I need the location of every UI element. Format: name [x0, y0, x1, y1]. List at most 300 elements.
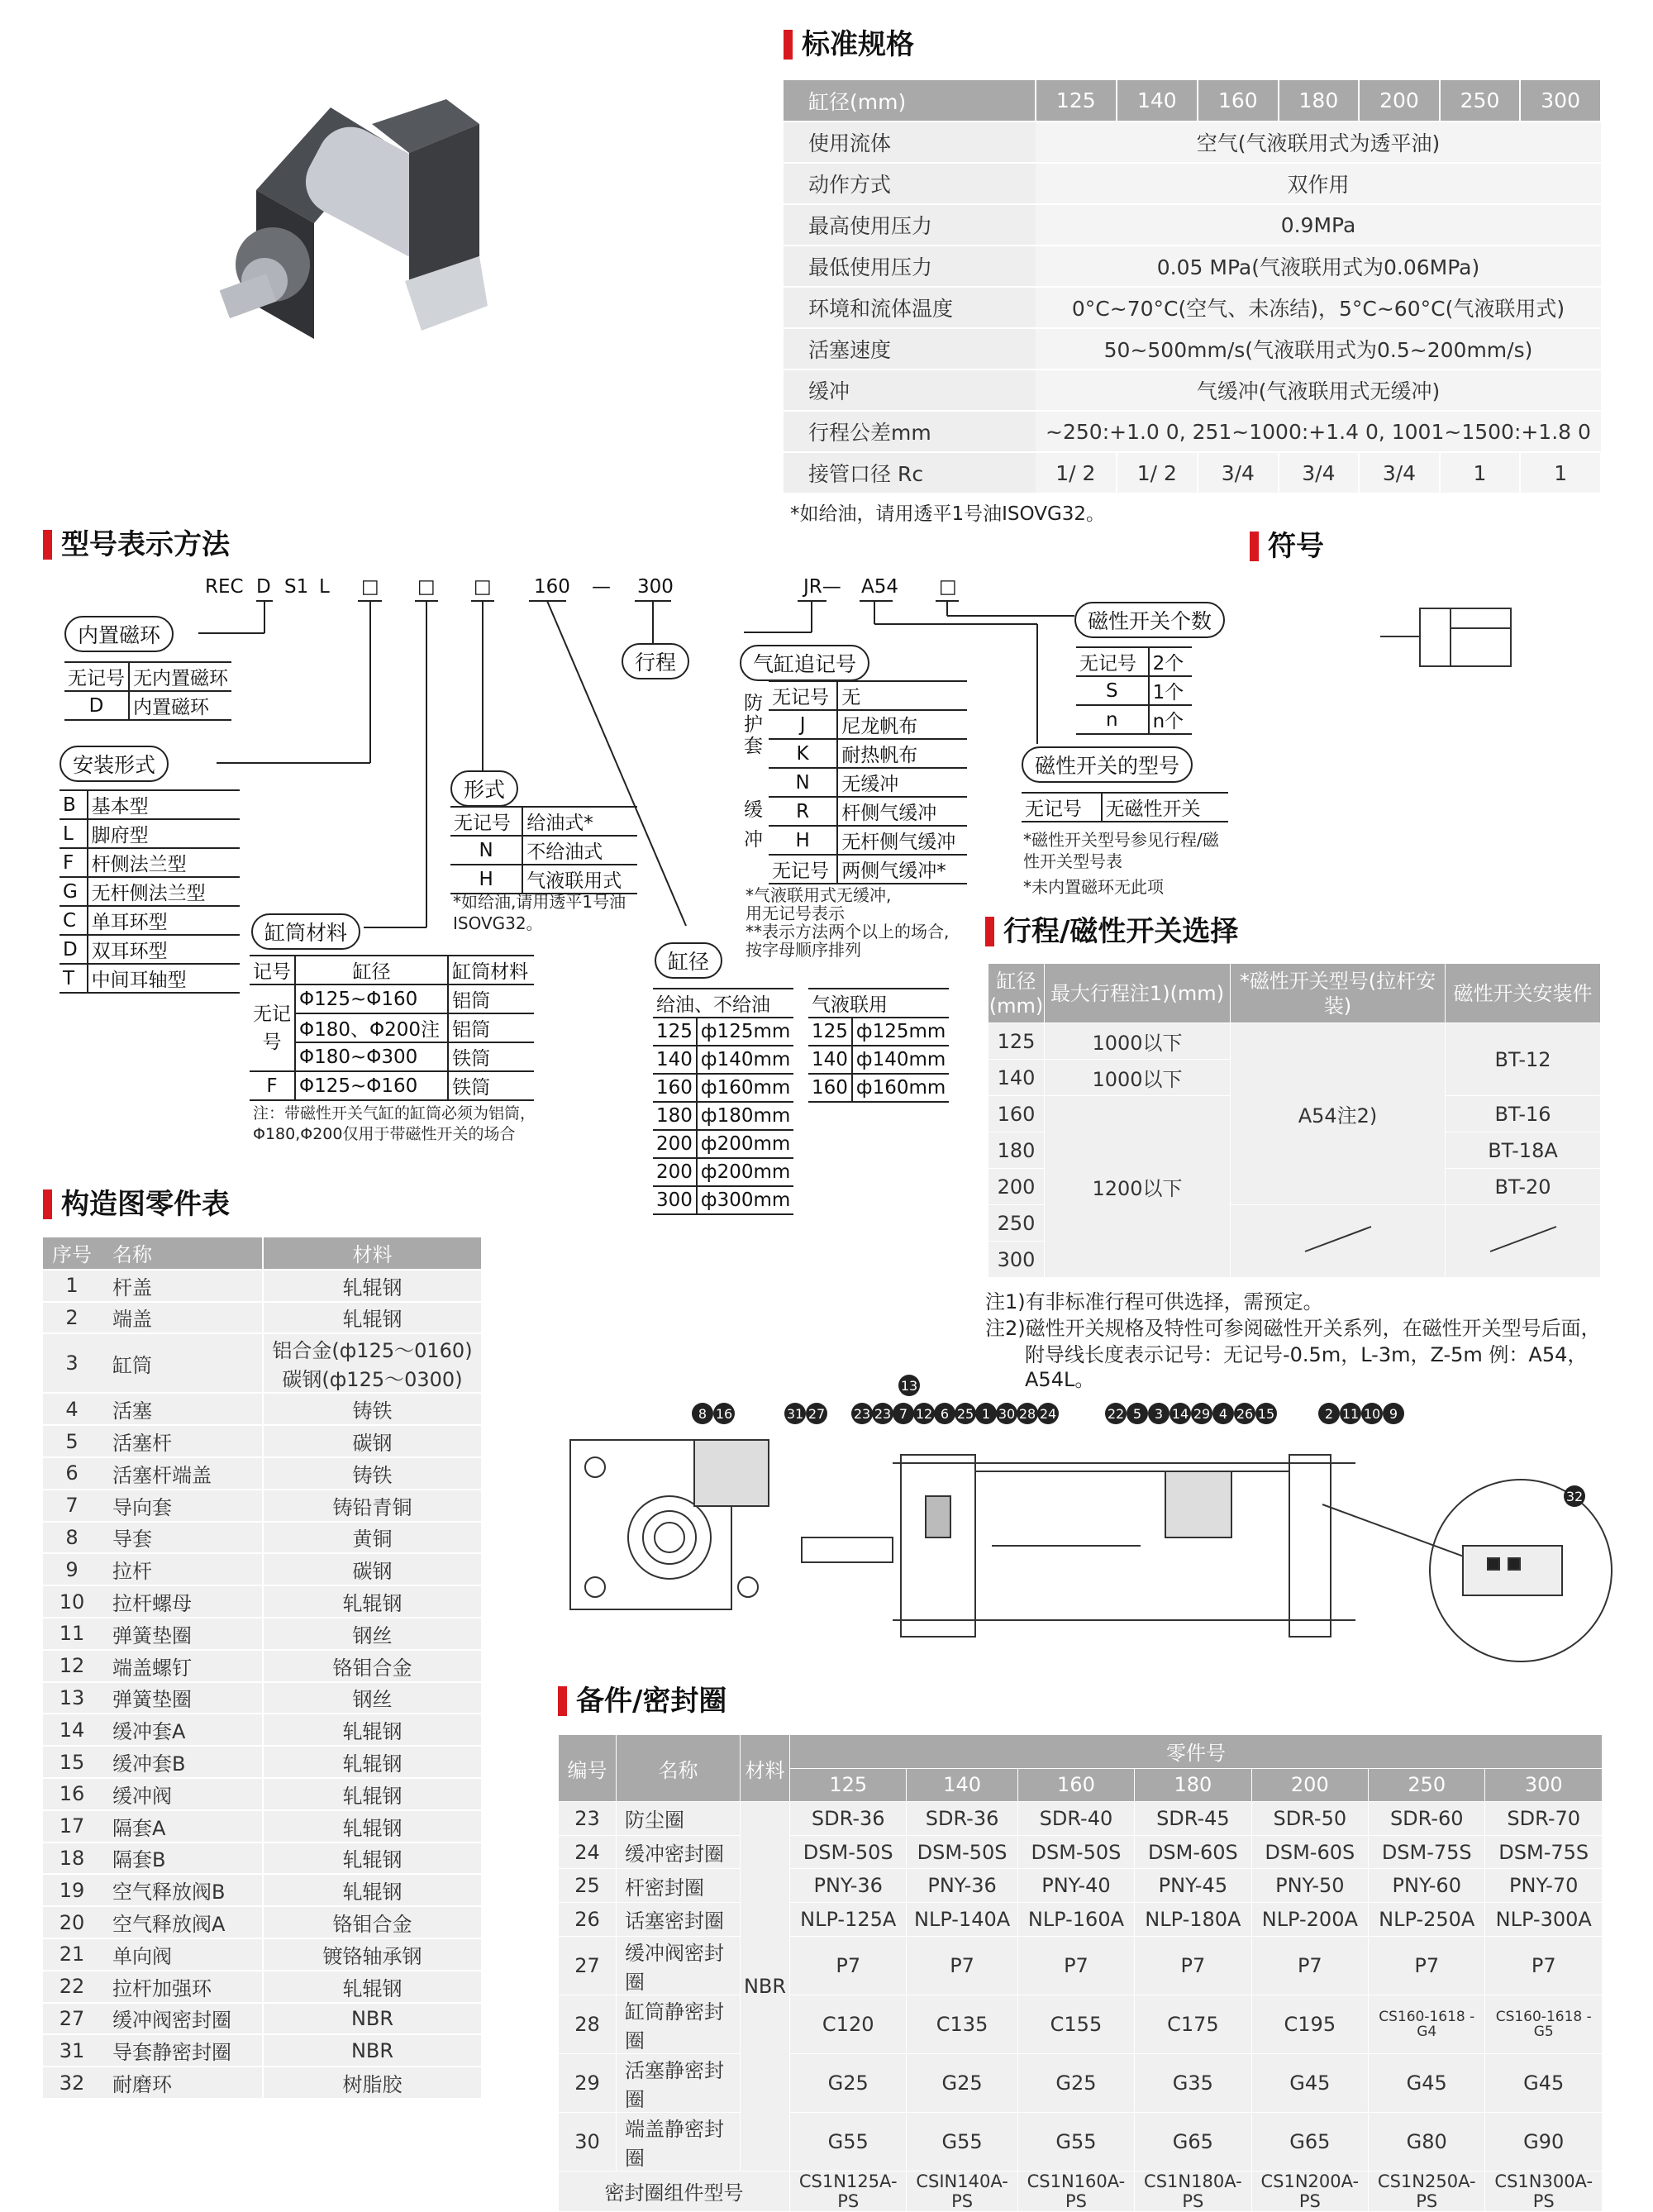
parts-cell: 缓冲套A	[101, 1714, 263, 1746]
parts-cell: 10	[43, 1585, 101, 1618]
extra-table	[769, 680, 967, 884]
seal-part: NLP-125A	[790, 1902, 907, 1936]
guard-label: 防护套	[744, 693, 763, 757]
parts-row	[43, 1938, 481, 1971]
callout-label: 2	[1324, 1406, 1334, 1422]
count-table	[1076, 646, 1192, 735]
seal-part: P7	[1135, 1936, 1251, 1995]
spec-bore: 250	[1440, 80, 1521, 122]
mount-desc: 双耳环型	[88, 935, 240, 964]
tube-table	[250, 955, 534, 1101]
bore-head: 气液联用	[808, 989, 949, 1018]
cushion-label: 缓冲	[744, 799, 763, 851]
form-note: *如给油,请用透平1号油ISOVG32。	[453, 892, 626, 933]
spec-bore: 125	[1036, 80, 1117, 122]
parts-cell: 活塞杆端盖	[101, 1457, 263, 1490]
section-title-stroke: 行程/磁性开关选择	[985, 914, 1238, 949]
parts-cell: 12	[43, 1650, 101, 1682]
seal-kit: CS1N200A-PS	[1251, 2171, 1368, 2211]
seal-part: PNY-40	[1017, 1869, 1134, 1903]
parts-cell: 轧辊钢	[263, 1585, 481, 1618]
seal-kit: CS1N160A-PS	[1017, 2171, 1134, 2211]
stroke-bore: 200	[988, 1169, 1045, 1205]
count-title: 磁性开关个数	[1074, 602, 1225, 638]
spec-note: *如给油，请用透平1号油ISOVG32。	[790, 503, 1106, 525]
seal-kit: CS1N180A-PS	[1135, 2171, 1251, 2211]
spec-key: 最低使用压力	[784, 246, 1036, 287]
parts-row	[43, 1618, 481, 1650]
parts-cell: 钢丝	[263, 1618, 481, 1650]
callout-number	[692, 1403, 713, 1424]
mount-code: G	[60, 877, 88, 906]
parts-cell: 缓冲阀密封圈	[101, 2003, 263, 2035]
mount-code: L	[60, 819, 88, 848]
stroke-na-switch	[1231, 1205, 1446, 1278]
spec-port: 1/ 2	[1036, 452, 1117, 493]
bore-code: 200	[653, 1158, 697, 1186]
bore-value: ф140mm	[852, 1046, 949, 1074]
tube-head: 缸径	[295, 956, 448, 984]
callout-label: 8	[698, 1406, 707, 1422]
callout-label: 26	[1236, 1406, 1254, 1422]
callout-number	[1361, 1403, 1383, 1424]
parts-cell: 32	[43, 2067, 101, 2099]
seal-part: C155	[1017, 1995, 1134, 2053]
stroke-bore: 300	[988, 1242, 1045, 1278]
seal-head-name: 名称	[617, 1735, 741, 1802]
seal-part: G80	[1369, 2112, 1485, 2171]
extra-note-4: 按字母顺序排列	[746, 940, 861, 960]
tube-material: 铁筒	[448, 1042, 534, 1071]
callout-label: 12	[915, 1406, 933, 1422]
bore-value: ф160mm	[697, 1074, 793, 1102]
callout-label: 13	[900, 1378, 918, 1394]
magnet-code: D	[64, 691, 129, 720]
count-code: 无记号	[1076, 647, 1149, 676]
seal-row	[559, 1835, 1603, 1869]
callout-number	[872, 1403, 893, 1424]
mount-code: T	[60, 964, 88, 993]
model-code-s1: S1	[284, 576, 309, 598]
callout-label: 4	[1218, 1406, 1228, 1422]
model-code-l: L	[319, 576, 330, 598]
stroke-bore: 250	[988, 1205, 1045, 1242]
parts-cell: 15	[43, 1746, 101, 1778]
seal-kit: CS1N125A-PS	[790, 2171, 907, 2211]
seal-part: G45	[1251, 2053, 1368, 2112]
parts-row	[43, 1333, 481, 1393]
spec-value: 0.05 MPa(气液联用式为0.06MPa)	[1036, 246, 1601, 287]
seal-part: G25	[1017, 2053, 1134, 2112]
callout-label: 32	[1565, 1489, 1584, 1504]
parts-cell: 11	[43, 1618, 101, 1650]
parts-cell: 31	[43, 2034, 101, 2067]
callout-label: 31	[786, 1406, 804, 1422]
callout-label: 30	[998, 1406, 1016, 1422]
seal-row	[559, 1995, 1603, 2053]
magnet-desc: 无内置磁环	[129, 662, 231, 691]
parts-cell: 轧辊钢	[263, 1778, 481, 1810]
callout-number	[893, 1403, 914, 1424]
parts-cell: 导向套	[101, 1490, 263, 1522]
stroke-max: 1000以下	[1045, 1060, 1231, 1096]
parts-head-cell: 序号	[43, 1237, 101, 1270]
stroke-note-2: 注2)磁性开关规格及特性可参阅磁性开关系列，在磁性开关型号后面，	[985, 1317, 1601, 1340]
parts-row	[43, 1810, 481, 1843]
seal-head-no: 编号	[559, 1735, 617, 1802]
seal-part: G55	[790, 2112, 907, 2171]
callout-number	[975, 1403, 997, 1424]
stroke-mount: BT-12	[1446, 1023, 1601, 1096]
tube-material: 铁筒	[448, 1071, 534, 1100]
parts-cell: 9	[43, 1553, 101, 1585]
form-title: 形式	[450, 770, 518, 807]
seal-part: G55	[907, 2112, 1017, 2171]
seal-part: PNY-36	[790, 1869, 907, 1903]
stroke-note-1: 注1)有非标准行程可供选择，需预定。	[985, 1290, 1323, 1313]
seal-part: P7	[1369, 1936, 1485, 1995]
seal-part: DSM-50S	[790, 1835, 907, 1869]
stroke-head: 最大行程注1)(mm)	[1045, 964, 1231, 1023]
seal-part: DSM-75S	[1369, 1835, 1485, 1869]
stroke-bore: 160	[988, 1096, 1045, 1132]
parts-cell: 2	[43, 1302, 101, 1334]
parts-cell: 端盖螺钉	[101, 1650, 263, 1682]
parts-row	[43, 1553, 481, 1585]
seal-head-part: 零件号	[790, 1735, 1603, 1769]
bore-title: 缸径	[655, 942, 722, 979]
parts-cell: 18	[43, 1843, 101, 1875]
seal-kit: CS1N300A-PS	[1485, 2171, 1603, 2211]
tube-material: 铝筒	[448, 1013, 534, 1042]
parts-cell: 缸筒	[101, 1333, 263, 1393]
parts-cell: 轧辊钢	[263, 1874, 481, 1906]
callout-label: 14	[1171, 1406, 1189, 1422]
parts-cell: 22	[43, 1971, 101, 2003]
parts-cell: 隔套B	[101, 1843, 263, 1875]
callout-number	[934, 1403, 955, 1424]
parts-cell: 树脂胶	[263, 2067, 481, 2099]
parts-row	[43, 1457, 481, 1490]
seal-row	[559, 2053, 1603, 2112]
seal-bore: 250	[1369, 1768, 1485, 1802]
callout-number	[1318, 1403, 1340, 1424]
bore-value: ф180mm	[697, 1102, 793, 1130]
extra-desc: 无缓冲	[837, 768, 967, 797]
form-desc: 不给油式	[522, 836, 637, 865]
parts-row	[43, 1270, 481, 1302]
parts-cell: 黄铜	[263, 1522, 481, 1554]
tube-mark: 无记号	[250, 984, 295, 1071]
spec-value: 0.9MPa	[1036, 204, 1601, 246]
parts-cell: 铬钼合金	[263, 1906, 481, 1938]
bore-code: 200	[653, 1130, 697, 1158]
seal-material: NBR	[741, 1802, 790, 2171]
bore-value: ф125mm	[697, 1018, 793, 1046]
callout-number	[1212, 1403, 1234, 1424]
parts-row	[43, 1302, 481, 1334]
seal-bore: 160	[1017, 1768, 1134, 1802]
stroke-bore: 180	[988, 1132, 1045, 1169]
model-code-dash: —	[592, 576, 611, 598]
spec-port: 3/4	[1279, 452, 1360, 493]
parts-cell: 碳钢	[263, 1553, 481, 1585]
stroke-head: *磁性开关型号(拉杆安装)	[1231, 964, 1446, 1023]
seal-no: 26	[559, 1902, 617, 1936]
section-title-standard: 标准规格	[784, 27, 914, 62]
switch-note-2: 性开关型号表	[1023, 851, 1122, 871]
parts-row	[43, 1650, 481, 1682]
seal-head-mat: 材料	[741, 1735, 790, 1802]
seal-part: C135	[907, 1995, 1017, 2053]
seal-part: NLP-180A	[1135, 1902, 1251, 1936]
parts-cell: 缓冲阀	[101, 1778, 263, 1810]
extra-desc: 无杆侧气缓冲	[837, 826, 967, 855]
seal-part: P7	[1251, 1936, 1368, 1995]
seal-bore: 200	[1251, 1768, 1368, 1802]
extra-note-2: 用无记号表示	[746, 903, 845, 923]
spec-port: 3/4	[1359, 452, 1440, 493]
spec-tolerance: ~250:+1.0 0, 251~1000:+1.4 0, 1001~1500:+1.8 0	[1036, 411, 1601, 452]
spec-header-label: 缸径(mm)	[784, 80, 1036, 122]
parts-cell: 19	[43, 1874, 101, 1906]
parts-cell: 轧辊钢	[263, 1746, 481, 1778]
callout-label: 27	[807, 1406, 826, 1422]
tube-bore: Φ125~Φ160	[295, 984, 448, 1013]
parts-cell: 4	[43, 1393, 101, 1425]
callout-label: 23	[853, 1406, 871, 1422]
spec-port: 3/4	[1198, 452, 1279, 493]
callout-number	[1234, 1403, 1255, 1424]
extra-desc: 耐热帆布	[837, 739, 967, 768]
parts-cell: 活塞	[101, 1393, 263, 1425]
callout-label: 6	[940, 1406, 950, 1422]
parts-row	[43, 2003, 481, 2035]
seal-part: PNY-60	[1369, 1869, 1485, 1903]
form-code: H	[450, 865, 522, 894]
mount-table	[60, 789, 240, 994]
bore-value: ф200mm	[697, 1130, 793, 1158]
parts-cell: 耐磨环	[101, 2067, 263, 2099]
parts-cell: 杆盖	[101, 1270, 263, 1302]
model-code-rec: REC	[205, 576, 244, 598]
spec-key: 接管口径 Rc	[784, 452, 1036, 493]
tube-bore: Φ125~Φ160	[295, 1071, 448, 1100]
parts-cell: 铸铁	[263, 1457, 481, 1490]
bore-code: 160	[808, 1074, 852, 1102]
seal-name: 缓冲密封圈	[617, 1835, 741, 1869]
seal-part: DSM-75S	[1485, 1835, 1603, 1869]
callout-label: 7	[898, 1406, 908, 1422]
section-title-model: 型号表示方法	[43, 527, 230, 562]
callout-label: 24	[1039, 1406, 1057, 1422]
bore-code: 125	[808, 1018, 852, 1046]
seal-part: SDR-36	[790, 1802, 907, 1836]
extra-desc: 尼龙帆布	[837, 710, 967, 739]
extra-desc: 两侧气缓冲*	[837, 855, 967, 884]
extra-code: K	[769, 739, 837, 768]
seal-bore: 125	[790, 1768, 907, 1802]
mount-desc: 单耳环型	[88, 906, 240, 935]
seal-part: PNY-36	[907, 1869, 1017, 1903]
spec-bore: 140	[1117, 80, 1198, 122]
spec-bore: 160	[1198, 80, 1279, 122]
spec-key: 使用流体	[784, 122, 1036, 163]
parts-cell: 导套静密封圈	[101, 2034, 263, 2067]
parts-cell: 拉杆	[101, 1553, 263, 1585]
callout-label: 29	[1193, 1406, 1211, 1422]
callout-label: 22	[1107, 1406, 1125, 1422]
bore-head: 给油、不给油	[653, 989, 793, 1018]
tube-head: 缸筒材料	[448, 956, 534, 984]
stroke-bore: 125	[988, 1023, 1045, 1060]
mount-desc: 杆侧法兰型	[88, 848, 240, 877]
seal-name: 杆密封圈	[617, 1869, 741, 1903]
parts-cell: NBR	[263, 2034, 481, 2067]
callout-label: 25	[956, 1406, 974, 1422]
stroke-mount: BT-18A	[1446, 1132, 1601, 1169]
seal-part: G25	[790, 2053, 907, 2112]
model-code-a54: A54	[861, 576, 899, 598]
parts-cell: 隔套A	[101, 1810, 263, 1843]
mount-desc: 无杆侧法兰型	[88, 877, 240, 906]
seal-kit: CSIN140A-PS	[907, 2171, 1017, 2211]
seal-kit-label: 密封圈组件型号	[559, 2171, 790, 2211]
seal-part: NLP-250A	[1369, 1902, 1485, 1936]
seal-row	[559, 1869, 1603, 1903]
parts-cell: 铬钼合金	[263, 1650, 481, 1682]
callout-number	[1255, 1403, 1277, 1424]
parts-cell: 拉杆加强环	[101, 1971, 263, 2003]
seal-bore: 140	[907, 1768, 1017, 1802]
parts-cell: 5	[43, 1425, 101, 1457]
parts-row	[43, 1585, 481, 1618]
seal-part: DSM-50S	[907, 1835, 1017, 1869]
parts-cell: 端盖	[101, 1302, 263, 1334]
parts-row	[43, 2034, 481, 2067]
stroke-max: 1200以下	[1045, 1096, 1231, 1278]
mount-desc: 中间耳轴型	[88, 964, 240, 993]
callout-number	[1564, 1485, 1585, 1507]
count-code: S	[1076, 676, 1149, 705]
parts-cell: 镀铬轴承钢	[263, 1938, 481, 1971]
seal-no: 24	[559, 1835, 617, 1869]
seal-name: 端盖静密封圈	[617, 2112, 741, 2171]
parts-cell: 13	[43, 1682, 101, 1714]
parts-cell: 单向阀	[101, 1938, 263, 1971]
callout-number	[1340, 1403, 1361, 1424]
parts-row	[43, 1746, 481, 1778]
parts-cell: 活塞杆	[101, 1425, 263, 1457]
magnet-code: 无记号	[64, 662, 129, 691]
bore-code: 160	[653, 1074, 697, 1102]
seal-name: 缸筒静密封圈	[617, 1995, 741, 2053]
switch-code: 无记号	[1022, 793, 1102, 822]
switch-note-3: *未内置磁环无此项	[1023, 877, 1164, 897]
seal-header	[559, 1735, 1603, 1769]
parts-cell: 16	[43, 1778, 101, 1810]
switch-type-title: 磁性开关的型号	[1022, 746, 1193, 783]
tube-bore: Φ180~Φ300	[295, 1042, 448, 1071]
callout-label: 28	[1018, 1406, 1036, 1422]
seal-kit: CS1N250A-PS	[1369, 2171, 1485, 2211]
callout-number	[713, 1403, 735, 1424]
parts-row	[43, 1682, 481, 1714]
parts-cell: 缓冲套B	[101, 1746, 263, 1778]
seal-bore: 180	[1135, 1768, 1251, 1802]
parts-cell: 铸铅青铜	[263, 1490, 481, 1522]
magnet-title: 内置磁环	[64, 616, 174, 652]
stroke-bore: 140	[988, 1060, 1045, 1096]
seal-no: 27	[559, 1936, 617, 1995]
seal-part: P7	[790, 1936, 907, 1995]
parts-row	[43, 1393, 481, 1425]
seal-part: G65	[1251, 2112, 1368, 2171]
parts-cell: 空气释放阀A	[101, 1906, 263, 1938]
callout-label: 15	[1257, 1406, 1275, 1422]
seal-kit-row	[559, 2171, 1603, 2211]
seal-part: DSM-60S	[1251, 1835, 1368, 1869]
seal-part: G55	[1017, 2112, 1134, 2171]
parts-header	[43, 1237, 481, 1270]
mount-code: B	[60, 790, 88, 819]
form-code: N	[450, 836, 522, 865]
parts-cell: 铸铁	[263, 1393, 481, 1425]
parts-cell: 7	[43, 1490, 101, 1522]
bore-code: 300	[653, 1186, 697, 1214]
callout-number	[806, 1403, 827, 1424]
extra-desc: 无	[837, 681, 967, 710]
seal-row	[559, 1936, 1603, 1995]
callout-label: 9	[1389, 1406, 1398, 1422]
callout-label: 1	[981, 1406, 991, 1422]
parts-cell: 轧辊钢	[263, 1971, 481, 2003]
model-code-jr: JR—	[803, 576, 841, 598]
spec-bore: 200	[1359, 80, 1440, 122]
parts-cell: 轧辊钢	[263, 1810, 481, 1843]
callout-number	[996, 1403, 1017, 1424]
spec-port: 1	[1440, 452, 1521, 493]
parts-row	[43, 1522, 481, 1554]
tube-note: 注：带磁性开关气缸的缸筒必须为铝筒，Φ180,Φ200仅用于带磁性开关的场合	[253, 1104, 536, 1143]
seal-part: SDR-40	[1017, 1802, 1134, 1836]
parts-cell: 铝合金(ф125～0160) 碳钢(ф125～0300)	[263, 1333, 481, 1393]
spec-key: 活塞速度	[784, 328, 1036, 369]
tube-code: F	[250, 1071, 295, 1100]
seal-no: 28	[559, 1995, 617, 2053]
parts-row	[43, 1778, 481, 1810]
mount-desc: 基本型	[88, 790, 240, 819]
tube-title: 缸筒材料	[251, 913, 360, 950]
parts-cell: 27	[43, 2003, 101, 2035]
parts-cell: 1	[43, 1270, 101, 1302]
parts-cell: 20	[43, 1906, 101, 1938]
magnet-desc: 内置磁环	[129, 691, 231, 720]
bore-value: ф200mm	[697, 1158, 793, 1186]
extra-desc: 杆侧气缓冲	[837, 797, 967, 826]
seal-part: C120	[790, 1995, 907, 2053]
parts-row	[43, 1971, 481, 2003]
seal-part: NLP-200A	[1251, 1902, 1368, 1936]
section-title-seals: 备件/密封圈	[558, 1684, 726, 1719]
seal-part: G25	[907, 2053, 1017, 2112]
parts-row	[43, 1874, 481, 1906]
seal-part: DSM-50S	[1017, 1835, 1134, 1869]
bore-code: 180	[653, 1102, 697, 1130]
seal-part: P7	[907, 1936, 1017, 1995]
extra-code: H	[769, 826, 837, 855]
spec-value: 双作用	[1036, 163, 1601, 204]
